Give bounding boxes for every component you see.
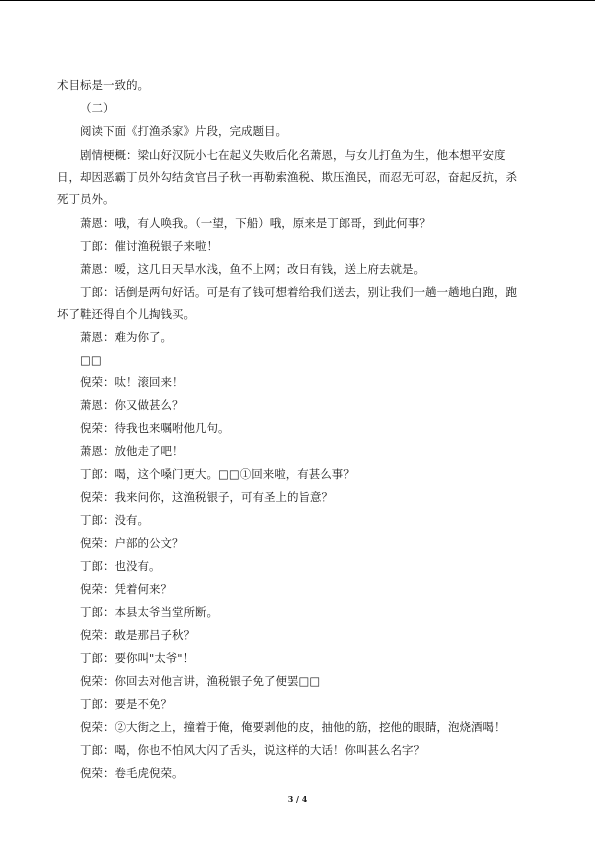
dialogue-line: 倪荣：我来问你，这渔税银子，可有圣上的旨意？ <box>80 490 333 504</box>
dialogue-line: 倪荣：②大街之上，撞着于俺，俺要剥他的皮，抽他的筋，挖他的眼睛，泡烧酒喝！ <box>80 720 506 734</box>
dialogue-line: 倪荣：你回去对他言讲，渔税银子免了便罢□□ <box>80 674 321 688</box>
dialogue-line: 倪荣：待我也来嘱咐他几句。 <box>80 421 230 435</box>
dialogue-line: 丁郎：没有。 <box>80 513 149 527</box>
dialogue-line: 倪荣：敢是那吕子秋？ <box>80 628 195 642</box>
dialogue-line: 倪荣：呔！滚回来！ <box>80 375 184 389</box>
dialogue-line: 倪荣：凭着何来？ <box>80 582 172 596</box>
dialogue-line: 倪荣：卷毛虎倪荣。 <box>80 766 184 780</box>
text-line: 坏了鞋还得自个儿掏钱买。 <box>57 307 195 321</box>
dialogue-line: 丁郎：催讨渔税银子来啦！ <box>80 239 218 253</box>
dialogue-line: 丁郎：本县太爷当堂所断。 <box>80 605 218 619</box>
dialogue-line: 丁郎：也没有。 <box>80 559 161 573</box>
text-line: 术目标是一致的。 <box>57 78 149 92</box>
dialogue-line: 萧恩：你又做甚么？ <box>80 398 184 412</box>
text-line: 日，却因恶霸丁员外勾结贪官吕子秋一再勒索渔税、欺压渔民，而忍无可忍，奋起反抗，杀 <box>57 170 517 184</box>
text-line: 剧情梗概：梁山好汉阮小七在起义失败后化名萧恩，与女儿打鱼为生，他本想平安度 <box>80 148 506 162</box>
header-rule <box>0 0 595 1</box>
page-number: 3 / 4 <box>287 794 308 804</box>
dialogue-line: 丁郎：要是不免？ <box>80 697 172 711</box>
dialogue-line: 丁郎：喝，这个嗓门更大。□□①回来啦，有甚么事？ <box>80 467 355 481</box>
dialogue-line: 丁郎：要你叫"太爷"！ <box>80 651 195 665</box>
section-heading: （二） <box>80 101 115 115</box>
dialogue-line: 萧恩：放他走了吧！ <box>80 444 184 458</box>
text-line: 阅读下面《打渔杀家》片段，完成题目。 <box>80 124 287 138</box>
dialogue-line: 丁郎：喝，你也不怕风大闪了舌头，说这样的大话！你叫甚么名字？ <box>80 743 425 757</box>
dialogue-line: 倪荣：户部的公文？ <box>80 536 184 550</box>
blank-marker: □□ <box>80 353 102 367</box>
dialogue-line: 萧恩：嗳，这几日天旱水浅，鱼不上网；改日有钱，送上府去就是。 <box>80 262 425 276</box>
dialogue-line: 萧恩：难为你了。 <box>80 330 172 344</box>
dialogue-line: 萧恩：哦，有人唤我。（一望，下船）哦，原来是丁郎哥，到此何事？ <box>80 216 431 230</box>
text-line: 死丁员外。 <box>57 192 115 206</box>
dialogue-line: 丁郎：话倒是两句好话。可是有了钱可想着给我们送去，别让我们一趟一趟地白跑，跑 <box>80 285 517 299</box>
